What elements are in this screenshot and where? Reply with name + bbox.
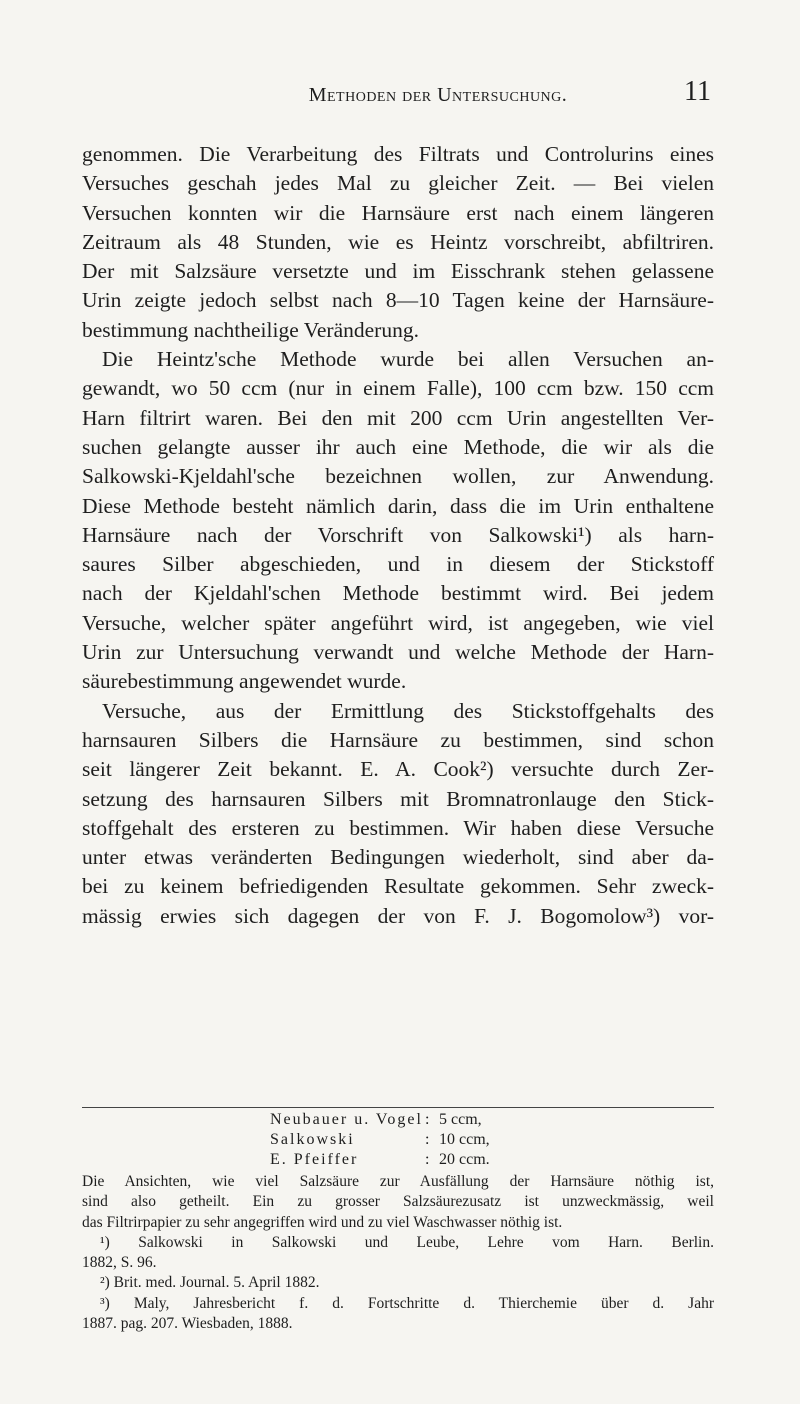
footnotes (82, 1172, 714, 1334)
footnote-line: Die Ansichten, wie viel Salzsäure zur Ausfällung der Harnsäure nöthig ist, (82, 1173, 714, 1190)
page-number: 11 (684, 76, 711, 107)
text-line: bei zu keinem befriedigenden Resultate gekommen. Sehr zweck- (82, 874, 714, 899)
text-line: Der mit Salzsäure versetzte und im Eisschrank stehen gelassene (82, 259, 714, 284)
text-line: Versuche, aus der Ermittlung des Stickstoffgehalts des (102, 698, 714, 723)
table-row (270, 1110, 690, 1130)
text-line: Diese Methode besteht nämlich darin, dass die im Urin enthaltene (82, 493, 714, 518)
colon-separator: : (425, 1111, 430, 1128)
footnote-line: 1887. pag. 207. Wiesbaden, 1888. (82, 1315, 293, 1333)
footnote-line: ²) Brit. med. Journal. 5. April 1882. (100, 1274, 320, 1292)
text-line: Zeitraum als 48 Stunden, wie es Heintz vorschreibt, abfiltriren. (82, 229, 714, 254)
footnote-line: sind also getheilt. Ein zu grosser Salzsäurezusatz ist unzweckmässig, weil (82, 1193, 714, 1211)
footnote-line: ³) Maly, Jahresbericht f. d. Fortschritte d. Thierchemie über d. Jahr (100, 1294, 714, 1312)
table-row (270, 1130, 690, 1150)
text-line: seit längerer Zeit bekannt. E. A. Cook²) versuchte durch Zer- (82, 757, 714, 782)
text-line: mässig erwies sich dagegen der von F. J. Bogomolow³) vor- (82, 903, 714, 928)
colon-separator: : (425, 1131, 430, 1148)
footnote-divider (82, 1107, 714, 1108)
page-header (0, 76, 800, 124)
text-line: saures Silber abgeschieden, und in diesem der Stickstoff (82, 552, 714, 577)
text-line: säurebestimmung angewendet wurde. (82, 669, 407, 694)
text-line: Versuches geschah jedes Mal zu gleicher Zeit. — Bei vielen (82, 171, 714, 196)
footnote-line: das Filtrirpapier zu sehr angegriffen wird und zu viel Waschwasser nöthig ist. (82, 1213, 563, 1231)
text-line: Urin zur Untersuchung verwandt und welche Methode der Harn- (82, 640, 714, 665)
author-name: Salkowski (270, 1131, 355, 1148)
text-line: Versuchen konnten wir die Harnsäure erst nach einem längeren (82, 200, 714, 225)
text-line: Die Heintz'sche Methode wurde bei allen Versuchen an- (102, 347, 714, 372)
footnote-table (270, 1110, 690, 1170)
footnote-line: ¹) Salkowski in Salkowski und Leube, Lehre vom Harn. Berlin. (100, 1233, 714, 1251)
text-line: genommen. Die Verarbeitung des Filtrats und Controlurins eines (82, 142, 714, 166)
text-line: suchen gelangte ausser ihr auch eine Methode, die wir als die (82, 434, 714, 459)
author-name: E. Pfeiffer (270, 1151, 359, 1168)
text-line: Urin zeigte jedoch selbst nach 8—10 Tagen keine der Harnsäure- (82, 288, 714, 313)
text-line: harnsauren Silbers die Harnsäure zu bestimmen, sind schon (82, 727, 714, 752)
body-text (82, 140, 714, 931)
text-line: unter etwas veränderten Bedingungen wiederholt, sind aber da- (82, 845, 714, 870)
text-line: Versuche, welcher später angeführt wird, ist angegeben, wie viel (82, 610, 714, 635)
text-line: stoffgehalt des ersteren zu bestimmen. Wir haben diese Versuche (82, 815, 714, 840)
volume-value: 5 ccm, (439, 1111, 482, 1128)
text-line: bestimmung nachtheilige Veränderung. (82, 317, 419, 342)
footnote-line: 1882, S. 96. (82, 1254, 157, 1272)
text-line: gewandt, wo 50 ccm (nur in einem Falle), 100 ccm bzw. 150 ccm (82, 376, 714, 401)
volume-value: 10 ccm, (439, 1131, 490, 1148)
table-row (270, 1150, 690, 1170)
text-line: setzung des harnsauren Silbers mit Bromnatronlauge den Stick- (82, 786, 714, 811)
author-name: Neubauer u. Vogel (270, 1111, 423, 1128)
text-line: Harnsäure nach der Vorschrift von Salkowski¹) als harn- (82, 522, 714, 547)
text-line: Harn filtrirt waren. Bei den mit 200 ccm Urin angestellten Ver- (82, 405, 714, 430)
running-title: Methoden der Untersuchung. (308, 84, 568, 106)
colon-separator: : (425, 1151, 430, 1168)
text-line: nach der Kjeldahl'schen Methode bestimmt wird. Bei jedem (82, 581, 714, 606)
text-line: Salkowski-Kjeldahl'sche bezeichnen wollen, zur Anwendung. (82, 464, 714, 489)
volume-value: 20 ccm. (439, 1151, 490, 1168)
